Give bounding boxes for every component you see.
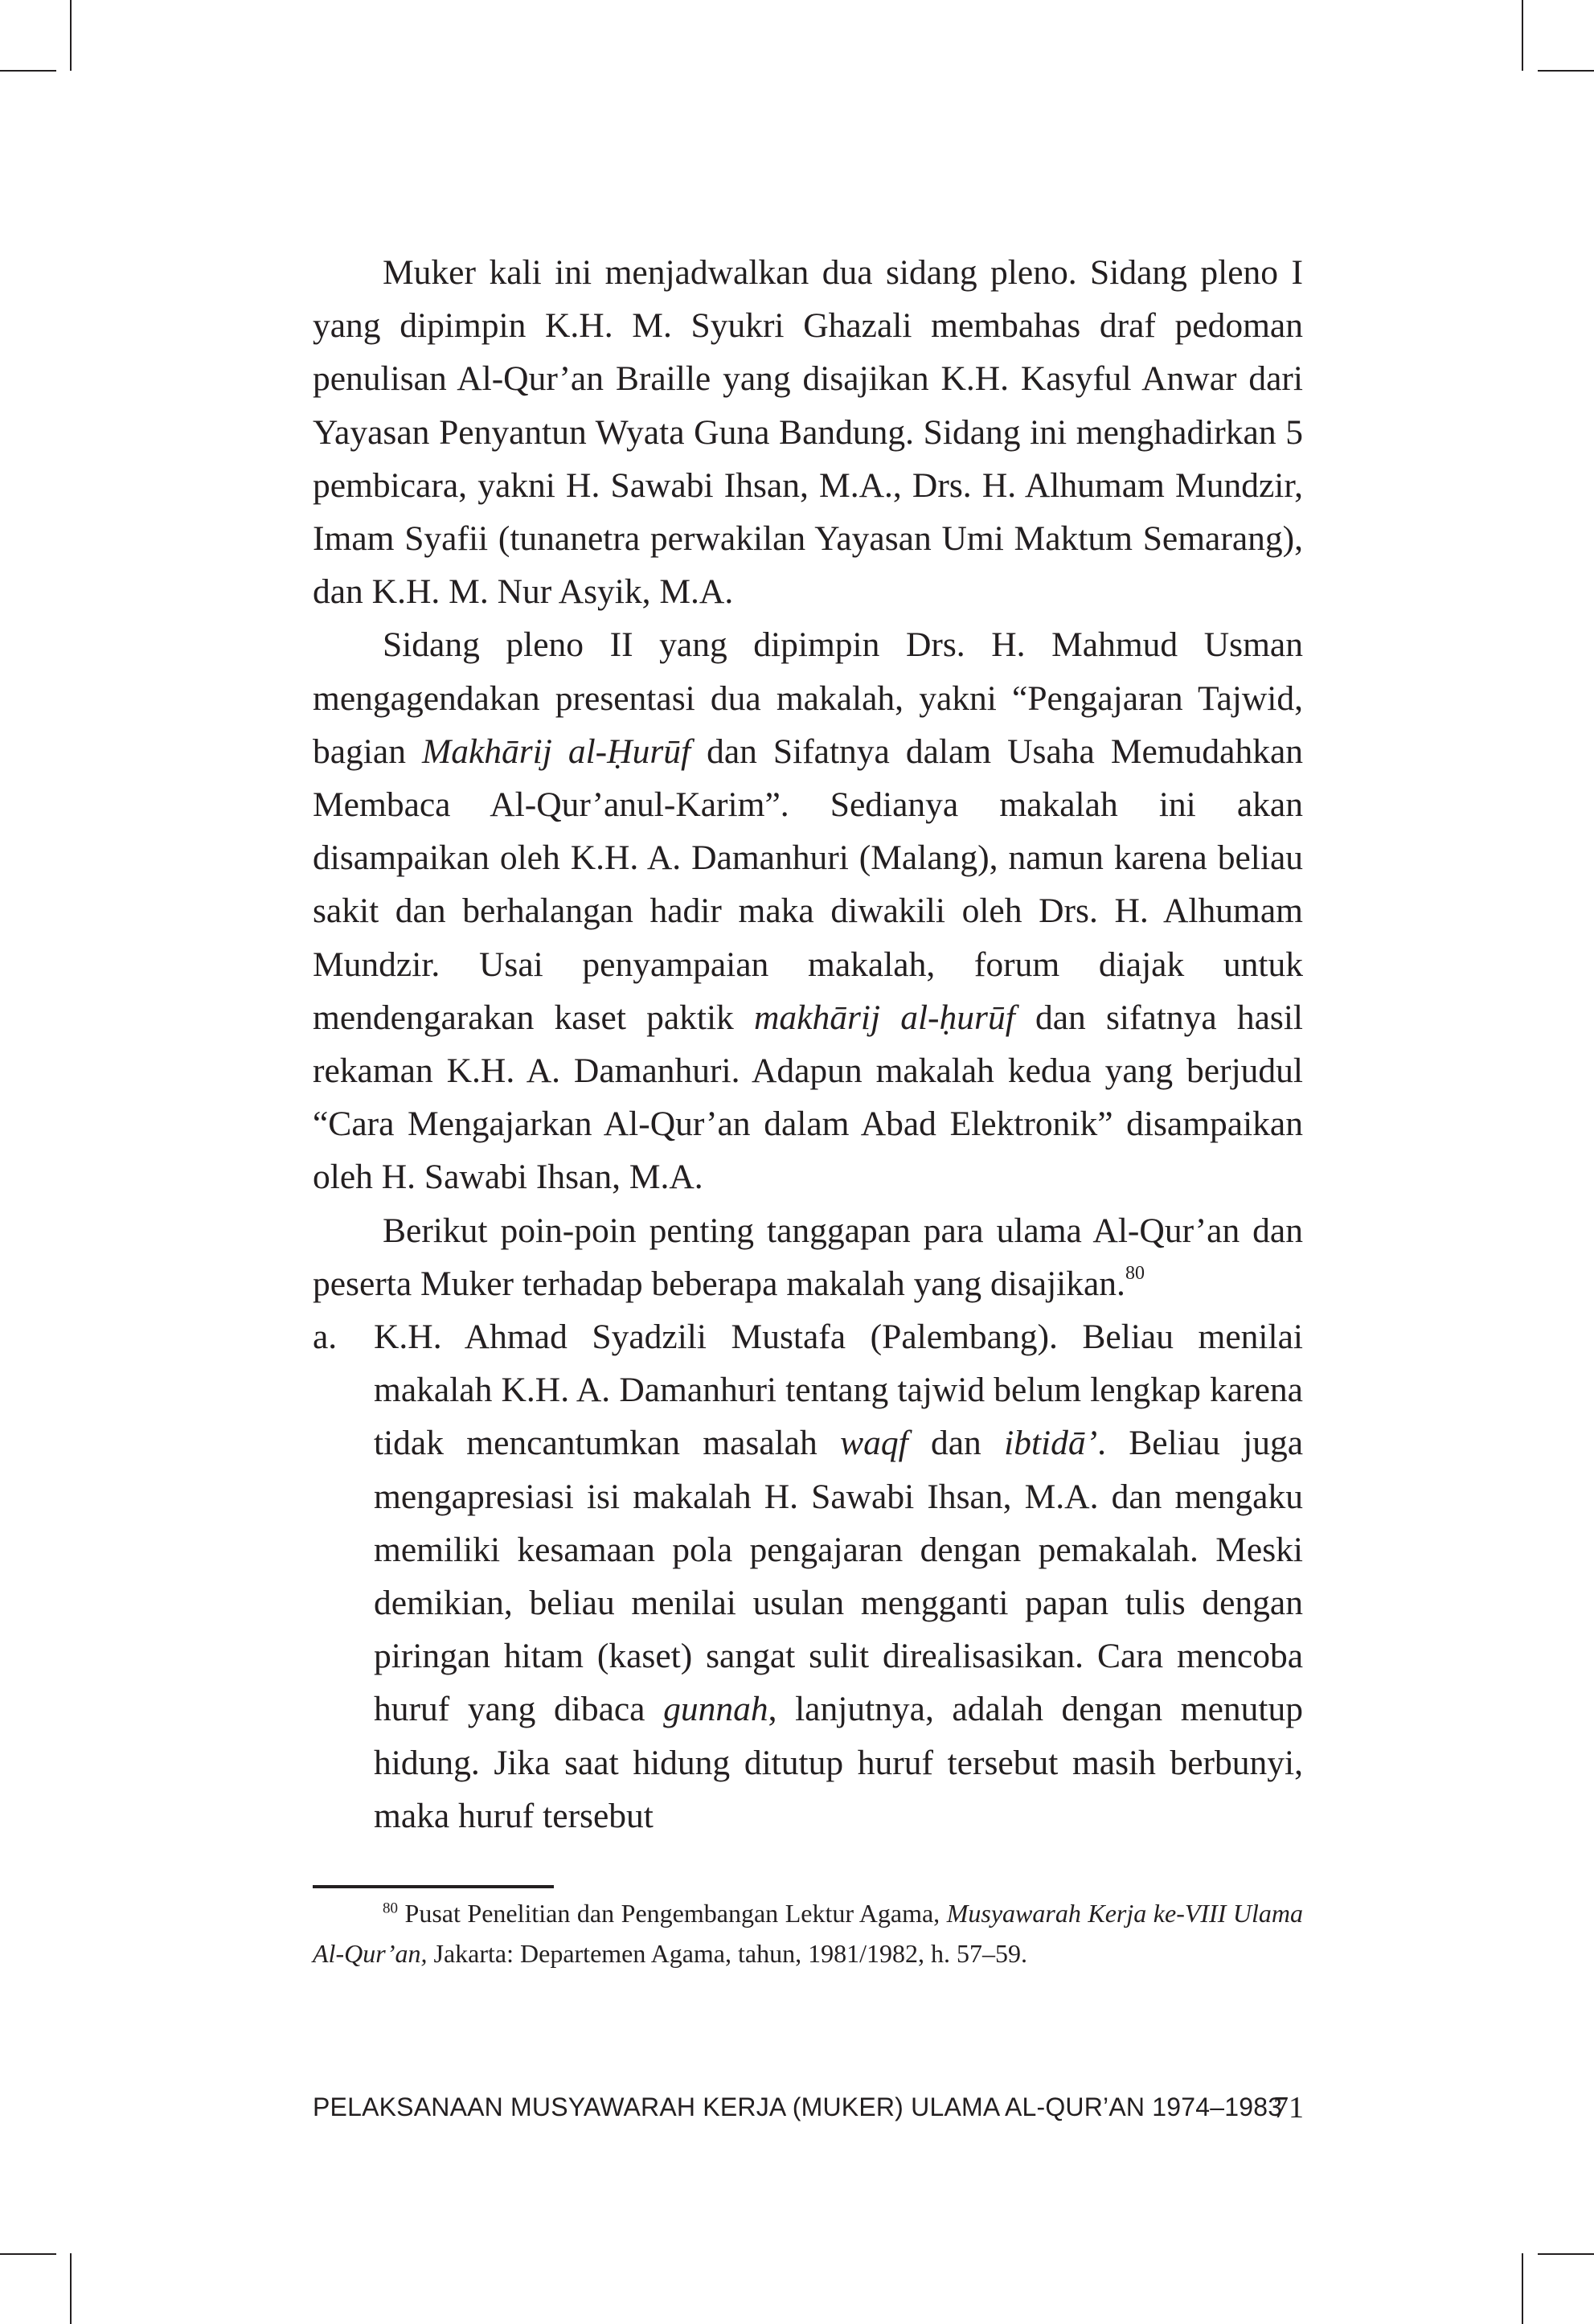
list-item-italic-waqf: waqf [840, 1424, 908, 1463]
crop-mark-top-left [70, 0, 72, 71]
footnote-reference[interactable]: 80 [1125, 1263, 1145, 1285]
footnote-number: 80 [383, 1900, 398, 1917]
paragraph-1-text: Muker kali ini menjadwalkan dua sidang pleno. Sidang pleno I yang dipimpin K.H. M. Syukri Ghazali membahas draf pedoman penulisan Al-Qur’an Braille yang disajikan K.H. Kasyful Anwar dari Yayasan Penyantun Wyata Guna Bandung. Sidang ini menghadirkan 5 pembicara, yakni H. Sawabi Ihsan, M.A., Drs. H. Alhumam Mundzir, Imam Syafii (tunanetra perwakilan Yayasan Umi Maktum Semarang), dan K.H. M. Nur Asyik, M.A. [313, 253, 1303, 612]
crop-mark-top-left-h [0, 70, 56, 72]
paragraph-2-italic-term-2: makhārij al-ḥurūf [753, 998, 1015, 1037]
paragraph-2-italic-term-1: Makhārij al-Ḥurūf [421, 732, 691, 771]
list-item-text-c: dan [908, 1424, 1005, 1463]
paragraph-2-text-a: Sidang pleno II yang dipimpin Drs. H. Mahmud Usman mengagendakan presentasi dua makalah, yakni “Pengajaran Tajwid, bagian [313, 625, 1303, 771]
footnote-separator [313, 1885, 554, 1888]
crop-mark-top-right-h [1538, 70, 1594, 72]
list-item-text [374, 1318, 1303, 1835]
list-item-text-e: . Beliau juga mengapresiasi isi makalah H. Sawabi Ihsan, M.A. dan mengaku memiliki kesamaan pola pengajaran dengan pemakalah. Meski demikian, beliau menilai usulan mengganti papan tulis dengan piringan hitam (kaset) sangat sulit direalisasikan. Cara mencoba huruf yang dibaca [374, 1424, 1303, 1729]
list-item-text-g: , lanjutnya, adalah dengan menutup hidung. Jika saat hidung ditutup huruf tersebut masih berbunyi, maka huruf tersebut [374, 1690, 1303, 1835]
crop-mark-top-right [1522, 0, 1523, 71]
paragraph-3-text: Berikut poin-poin penting tanggapan para ulama Al-Qur’an dan peserta Muker terhadap beberapa makalah yang disajikan. [313, 1211, 1303, 1303]
running-footer-title: PELAKSANAAN MUSYAWARAH KERJA (MUKER) ULAMA AL-QUR’AN 1974–1983 [313, 2092, 1283, 2121]
list-item [313, 1310, 1303, 1842]
paragraph-3 [313, 1204, 1303, 1310]
paragraph-2 [313, 618, 1303, 1203]
footnote [313, 1893, 1303, 1974]
crop-mark-bottom-right-h [1538, 2253, 1594, 2255]
crop-mark-bottom-left-h [0, 2253, 56, 2255]
footnote-italic-title: Musyawarah Kerja ke-VIII Ulama Al-Qur’an, [313, 1899, 1304, 1968]
paragraph-1 [313, 246, 1303, 618]
list-item-italic-gunnah: gunnah [663, 1690, 768, 1729]
body-text [313, 246, 1303, 1842]
page-number: 71 [1273, 2091, 1304, 2125]
list-item-italic-ibtida: ibtidā’ [1004, 1424, 1098, 1463]
footnote-text-c: Jakarta: Departemen Agama, tahun, 1981/1982, h. 57–59. [427, 1939, 1027, 1968]
paragraph-2-text-e: dan sifatnya hasil rekaman K.H. A. Damanhuri. Adapun makalah kedua yang berjudul “Cara Mengajarkan Al-Qur’an dalam Abad Elektronik” disampaikan oleh H. Sawabi Ihsan, M.A. [313, 998, 1303, 1197]
crop-mark-bottom-left [70, 2253, 72, 2324]
paragraph-2-text-c: dan Sifatnya dalam Usaha Memudahkan Membaca Al-Qur’anul-Karim”. Sedianya makalah ini akan disampaikan oleh K.H. A. Damanhuri (Malang), namun karena beliau sakit dan berhalangan hadir maka diwakili oleh Drs. H. Alhumam Mundzir. Usai penyampaian makalah, forum diajak untuk mendengarakan kaset paktik [313, 732, 1304, 1037]
footnote-text-a: Pusat Penelitian dan Pengembangan Lektur Agama, [398, 1899, 947, 1928]
list-item-text-a: K.H. Ahmad Syadzili Mustafa (Palembang). Beliau menilai makalah K.H. A. Damanhuri tentang tajwid belum lengkap karena tidak mencantumkan masalah [374, 1318, 1303, 1463]
crop-mark-bottom-right [1522, 2253, 1523, 2324]
list-marker: a. [313, 1318, 338, 1357]
